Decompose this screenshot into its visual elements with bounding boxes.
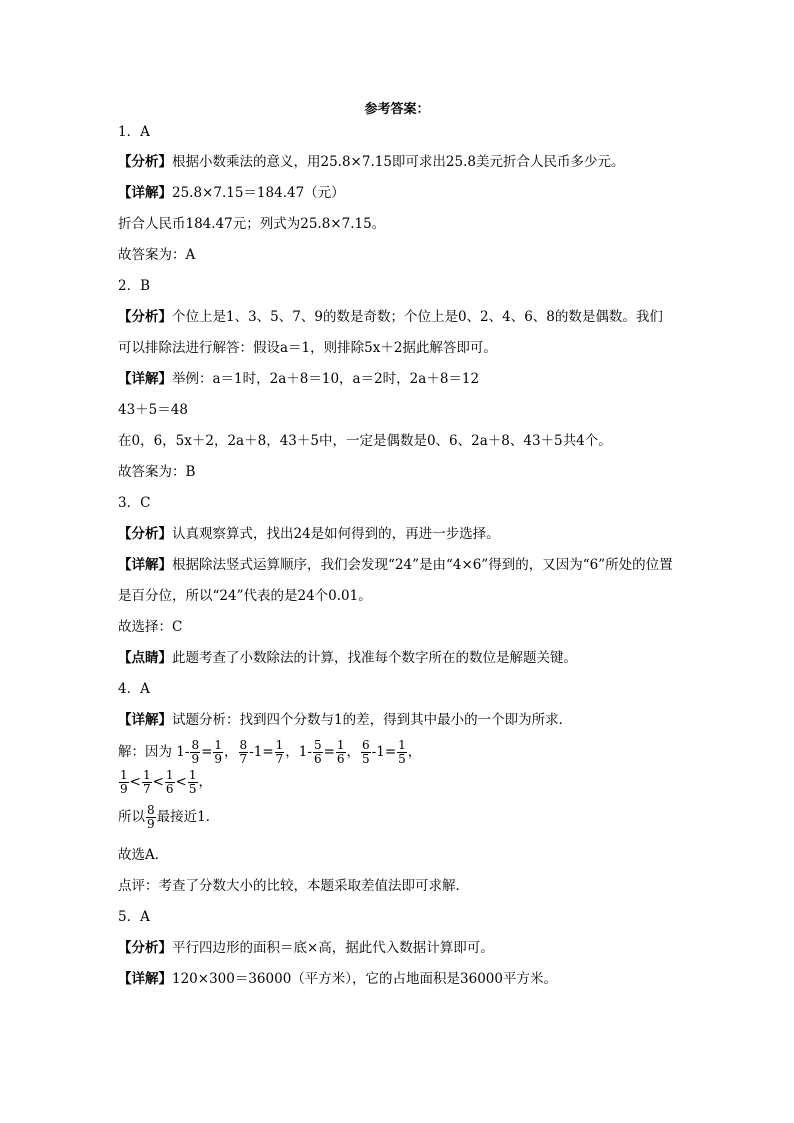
comment-tag: 【点睛】 — [118, 650, 172, 666]
q5-analysis — [118, 938, 494, 958]
q1-header: 1．A — [118, 124, 150, 140]
sol-prefix: 解：因为 — [118, 744, 172, 760]
fraction: $\frac{1}{9}$ — [120, 768, 128, 796]
analysis-tag: 【分析】 — [118, 940, 172, 956]
fraction: $\frac{1}{5}$ — [398, 738, 406, 766]
analysis-tag: 【分析】 — [118, 526, 172, 542]
q2-analysis-2: 可以排除法进行解答：假设a＝1，则排除5x＋2据此解答即可。 — [118, 340, 497, 356]
detail-text: 根据除法竖式运算顺序，我们会发现“24”是由“4×6”得到的，又因为“6”所处的位置 — [172, 557, 673, 573]
fraction: $\frac{8}{9}$ — [191, 738, 200, 766]
q4-solution: 解：因为 1- $\frac{8}{9}$ = $\frac{1}{9}$ ， $\frac{8}{7}$ -1= $\frac{1}{7}$ ，1- $\frac{5}{6}$ = $\frac{1}{6}$ ， $\frac{6}{5}$ -1= $\frac{1}{5}$ ， — [118, 738, 422, 766]
fraction: $\frac{6}{5}$ — [362, 738, 370, 766]
fraction: $\frac{1}{6}$ — [165, 768, 174, 796]
q3-header: 3．C — [118, 495, 151, 511]
fraction: $\frac{1}{9}$ — [214, 738, 223, 766]
q3-detail-2: 是百分位，所以“24”代表的是24个0.01。 — [118, 588, 372, 604]
detail-tag: 【详解】 — [118, 371, 172, 387]
fraction: $\frac{1}{6}$ — [336, 738, 345, 766]
detail-text: 试题分析：找到四个分数与1的差，得到其中最小的一个即为所求． — [172, 712, 573, 728]
q3-detail — [118, 555, 673, 575]
analysis-text: 根据小数乘法的意义，用25.8×7.15即可求出25.8美元折合人民币多少元。 — [172, 154, 625, 170]
q2-detail — [118, 369, 479, 389]
q4-comment: 点评：考查了分数大小的比较，本题采取差值法即可求解． — [118, 878, 469, 894]
q3-answer: 故选择：C — [118, 619, 183, 635]
detail-tag: 【详解】 — [118, 557, 172, 573]
detail-tag: 【详解】 — [118, 185, 172, 201]
q5-detail — [118, 969, 557, 989]
detail-text: 120×300＝36000（平方米），它的占地面积是36000平方米。 — [172, 971, 557, 987]
detail-tag: 【详解】 — [118, 712, 172, 728]
q4-comparison: $\frac{1}{9}$ < $\frac{1}{7}$ < $\frac{1}{6}$ < $\frac{1}{5}$ ， — [120, 768, 212, 796]
analysis-text: 平行四边形的面积＝底×高，据此代入数据计算即可。 — [172, 940, 494, 956]
detail-tag: 【详解】 — [118, 971, 172, 987]
analysis-text: 认真观察算式，找出24是如何得到的，再进一步选择。 — [172, 526, 500, 542]
q2-line2: 43＋5＝48 — [118, 402, 188, 418]
q1-detail — [118, 183, 345, 203]
comment-text: 此题考查了小数除法的计算，找准每个数字所在的数位是解题关键。 — [172, 650, 577, 666]
analysis-tag: 【分析】 — [118, 154, 172, 170]
q5-header: 5．A — [118, 909, 150, 925]
q2-line3: 在0，6，5x＋2，2a＋8，43＋5中，一定是偶数是0、6、2a＋8、43＋5共4个。 — [118, 433, 612, 449]
q4-detail — [118, 710, 572, 730]
fraction: $\frac{8}{7}$ — [239, 738, 248, 766]
q1-analysis — [118, 152, 625, 172]
detail-text: 25.8×7.15＝184.47（元） — [172, 185, 345, 201]
fraction: $\frac{1}{7}$ — [142, 768, 151, 796]
q2-answer: 故答案为：B — [118, 464, 196, 480]
q1-answer: 故答案为：A — [118, 247, 196, 263]
fraction: $\frac{8}{9}$ — [147, 803, 155, 831]
fraction: $\frac{1}{7}$ — [275, 738, 284, 766]
detail-text: 举例：a＝1时，2a＋8＝10，a＝2时，2a＋8＝12 — [172, 371, 480, 387]
q3-comment — [118, 648, 577, 668]
fraction: $\frac{5}{6}$ — [313, 738, 322, 766]
q3-analysis — [118, 524, 500, 544]
q2-analysis — [118, 307, 663, 327]
analysis-text: 个位上是1、3、5、7、9的数是奇数；个位上是0、2、4、6、8的数是偶数。我们 — [172, 309, 663, 325]
page-title: 参考答案： — [364, 102, 430, 117]
q1-line2: 折合人民币184.47元；列式为25.8×7.15。 — [118, 216, 386, 232]
q4-conclusion: 所以 $\frac{8}{9}$ 最接近1． — [118, 803, 220, 831]
fraction: $\frac{1}{5}$ — [188, 768, 197, 796]
analysis-tag: 【分析】 — [118, 309, 172, 325]
q4-answer: 故选A． — [118, 847, 169, 863]
q4-header: 4．A — [118, 681, 150, 697]
q2-header: 2．B — [118, 278, 151, 294]
